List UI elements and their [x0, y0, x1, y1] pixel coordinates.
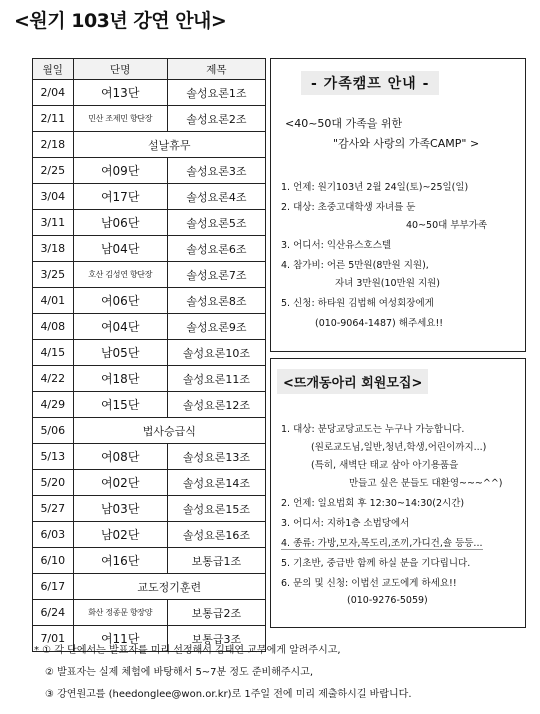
row-team: 남04단 [73, 236, 167, 262]
row-team: 여08단 [73, 444, 167, 470]
row-topic: 보통급1조 [167, 548, 265, 574]
footnote-1: * ① 각 단에서는 발표자를 미리 선정해서 김태연 교무에게 알려주시고, [34, 645, 341, 656]
row-date: 5/06 [33, 418, 74, 444]
row-topic: 솔성요론1조 [167, 80, 265, 106]
row-topic: 솔성요론16조 [167, 522, 265, 548]
club-item-when: 2. 언제: 일요법회 후 12:30~14:30(2시간) [281, 498, 465, 509]
row-topic: 솔성요론13조 [167, 444, 265, 470]
camp-item-fee: 4. 참가비: 어른 5만원(8만원 지원), [281, 260, 429, 271]
row-topic: 솔성요론2조 [167, 106, 265, 132]
row-team: 남03단 [73, 496, 167, 522]
row-date: 3/25 [33, 262, 74, 288]
camp-item-where: 3. 어디서: 익산유스호스텔 [281, 240, 392, 251]
row-date: 5/13 [33, 444, 74, 470]
row-date: 4/22 [33, 366, 74, 392]
row-topic: 보통급2조 [167, 600, 265, 626]
camp-item-fee-cont: 자녀 3만원(10만원 지원) [335, 278, 441, 289]
club-item-target-detail-3: 만들고 싶은 분들도 대환영~~~^^) [349, 478, 503, 489]
row-team: 여11단 [73, 626, 167, 652]
camp-subtitle-1: <40~50대 가족을 위한 [285, 117, 403, 130]
table-row [33, 210, 266, 236]
table-row [33, 548, 266, 574]
table-row [33, 496, 266, 522]
footnotes [34, 640, 412, 706]
header-date: 월일 [33, 59, 74, 80]
camp-item-target: 2. 대상: 초중고대학생 자녀를 둔 [281, 202, 416, 213]
table-row [33, 470, 266, 496]
table-row [33, 132, 266, 158]
table-row [33, 80, 266, 106]
row-event: 설날휴무 [73, 132, 265, 158]
table-row [33, 236, 266, 262]
row-date: 2/25 [33, 158, 74, 184]
row-date: 4/01 [33, 288, 74, 314]
table-row [33, 522, 266, 548]
club-item-kinds: 4. 종류: 가방,모자,목도리,조끼,가디건,숄 등등... [281, 535, 483, 550]
club-item-target-detail-2: (특히, 새벽단 태교 삼아 아기용품을 [311, 460, 459, 471]
camp-item-apply: 5. 신청: 하타원 김법해 여성회장에게 [281, 298, 434, 309]
camp-heading: - 가족캠프 안내 - [301, 71, 439, 95]
table-row [33, 600, 266, 626]
row-topic: 솔성요론9조 [167, 314, 265, 340]
row-date: 4/29 [33, 392, 74, 418]
row-date: 6/10 [33, 548, 74, 574]
row-topic: 솔성요론11조 [167, 366, 265, 392]
club-item-level: 5. 기초반, 중급반 함께 하실 분을 기다립니다. [281, 558, 471, 569]
row-date: 3/18 [33, 236, 74, 262]
row-event: 교도정기훈련 [73, 574, 265, 600]
row-team: 여15단 [73, 392, 167, 418]
club-item-target-detail-1: (원로교도님,일반,청년,학생,어린이까지...) [311, 442, 487, 453]
table-row [33, 158, 266, 184]
row-team: 남06단 [73, 210, 167, 236]
camp-item-when: 1. 언제: 원기103년 2월 24일(토)~25일(일) [281, 182, 469, 193]
row-team: 남05단 [73, 340, 167, 366]
row-event: 법사승급식 [73, 418, 265, 444]
row-date: 7/01 [33, 626, 74, 652]
header-team: 단명 [73, 59, 167, 80]
row-date: 6/17 [33, 574, 74, 600]
row-topic: 솔성요론14조 [167, 470, 265, 496]
row-team: 여13단 [73, 80, 167, 106]
club-item-target: 1. 대상: 분당교당교도는 누구나 가능합니다. [281, 424, 465, 435]
page-title: <원기 103년 강연 안내> [14, 10, 227, 32]
row-topic: 솔성요론15조 [167, 496, 265, 522]
row-topic: 솔성요론6조 [167, 236, 265, 262]
row-team: 호산 김성연 향단장 [73, 262, 167, 288]
row-team: 여09단 [73, 158, 167, 184]
row-team: 민산 조제민 향단장 [73, 106, 167, 132]
club-item-contact: 6. 문의 및 신청: 이법선 교도에게 하세요!! [281, 578, 457, 589]
club-heading: <뜨개동아리 회원모집> [277, 369, 428, 394]
row-date: 6/24 [33, 600, 74, 626]
row-topic: 솔성요론5조 [167, 210, 265, 236]
row-date: 4/15 [33, 340, 74, 366]
row-date: 2/04 [33, 80, 74, 106]
row-team: 여06단 [73, 288, 167, 314]
table-row [33, 106, 266, 132]
row-topic: 솔성요론3조 [167, 158, 265, 184]
row-topic: 솔성요론4조 [167, 184, 265, 210]
row-date: 2/11 [33, 106, 74, 132]
table-header-row [33, 59, 266, 80]
club-item-phone: (010-9276-5059) [347, 595, 428, 606]
table-row [33, 418, 266, 444]
row-topic: 솔성요론8조 [167, 288, 265, 314]
lecture-schedule-table [32, 58, 266, 652]
header-topic: 제목 [167, 59, 265, 80]
club-item-where: 3. 어디서: 지하1층 소법당에서 [281, 518, 410, 529]
table-row [33, 314, 266, 340]
camp-subtitle-2: "감사와 사랑의 가족CAMP" > [333, 137, 480, 150]
row-date: 5/27 [33, 496, 74, 522]
table-row [33, 444, 266, 470]
row-topic: 솔성요론10조 [167, 340, 265, 366]
table-row [33, 288, 266, 314]
table-row [33, 262, 266, 288]
camp-item-apply-contact: (010-9064-1487) 해주세요!! [315, 318, 444, 329]
footnote-3: ③ 강연원고를 (heedonglee@won.or.kr)로 1주일 전에 미리 제출하시길 바랍니다. [45, 689, 412, 700]
row-date: 3/04 [33, 184, 74, 210]
footnote-2: ② 발표자는 실제 체험에 바탕해서 5~7분 정도 준비해주시고, [45, 667, 314, 678]
row-team: 여16단 [73, 548, 167, 574]
row-team: 여04단 [73, 314, 167, 340]
row-date: 5/20 [33, 470, 74, 496]
table-row [33, 340, 266, 366]
row-team: 화산 정종문 향장양 [73, 600, 167, 626]
row-date: 3/11 [33, 210, 74, 236]
row-team: 남02단 [73, 522, 167, 548]
row-date: 4/08 [33, 314, 74, 340]
table-row [33, 184, 266, 210]
row-team: 여17단 [73, 184, 167, 210]
knitting-club-box [270, 358, 526, 628]
family-camp-box [270, 58, 526, 352]
row-topic: 보통급3조 [167, 626, 265, 652]
row-team: 여02단 [73, 470, 167, 496]
row-topic: 솔성요론12조 [167, 392, 265, 418]
row-date: 2/18 [33, 132, 74, 158]
table-row [33, 366, 266, 392]
camp-item-target-cont: 40~50대 부부가족 [406, 220, 488, 231]
table-row [33, 574, 266, 600]
row-topic: 솔성요론7조 [167, 262, 265, 288]
row-date: 6/03 [33, 522, 74, 548]
table-row [33, 392, 266, 418]
row-team: 여18단 [73, 366, 167, 392]
